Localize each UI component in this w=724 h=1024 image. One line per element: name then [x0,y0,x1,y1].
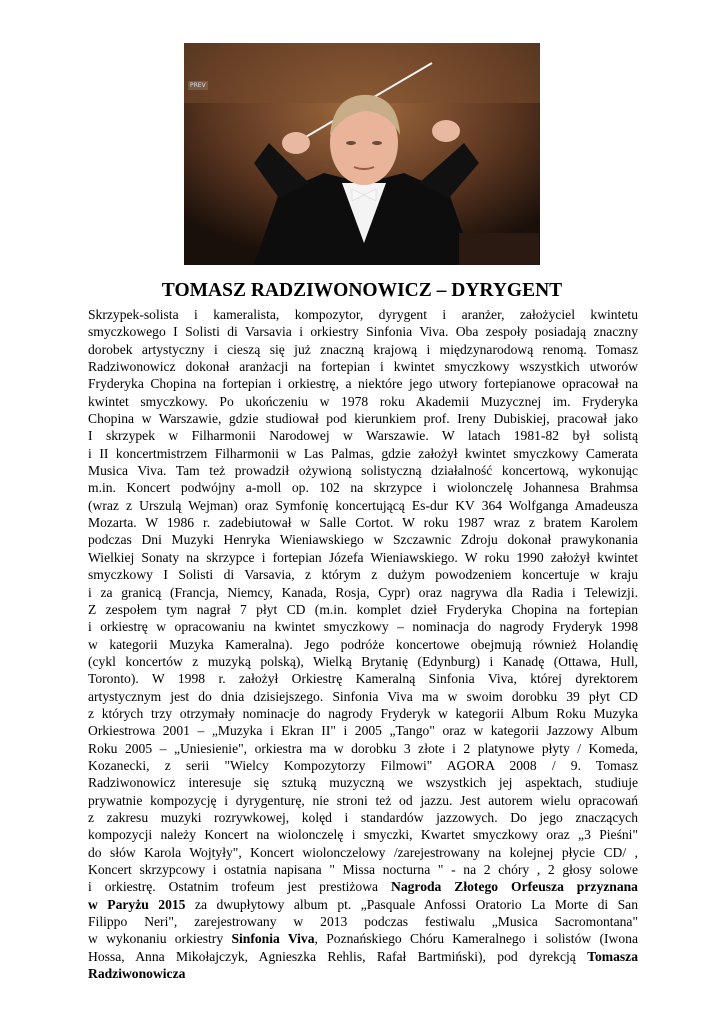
bio-line: w kategorii Muzyka Kameralna). Jego podróże koncertowe obejmują również Holandię [88,636,638,652]
bio-line: artystycznym jest do dnia dzisiejszego. Sinfonia Viva ma w swoim dorobku 39 płyt CD [88,688,638,704]
bio-line: z których trzy otrzymały nominacje do nagrody Fryderyk w kategorii Album Roku Muzyka [88,705,638,721]
biography-text [88,306,638,982]
bio-line: kwintet smyczkowy. Po ukończeniu w 1978 roku Akademii Muzycznej im. Fryderyka [88,393,638,409]
bio-line [88,930,638,947]
bio-line: Koncert skrzypcowy i ostatnia napisana " Missa nocturna " - na 2 chóry , 2 głosy solowe [88,862,638,877]
bio-line: (cykl koncertów z muzyką polską), Wielką Brytanię (Edynburg) i Kanadę (Ottawa, Hull, [88,653,638,669]
bio-line: podczas Dni Muzyki Henryka Wieniawskiego w Szczawnic Zdroju dokonał prawykonania [88,532,638,548]
bio-line: Filippo Neri", zarejestrowany w 2013 podczas festiwalu „Musica Sacromontana" [88,914,638,930]
bio-line: I skrzypek w Filharmonii Narodowej w Warszawie. W latach 1981-82 był solistą [88,428,638,444]
bio-text: za dwupłytowy album pt. „Pasquale Anfossi Oratorio La Morte di San [185,896,639,912]
bio-line: Z zespołem tym nagrał 7 płyt CD (m.in. komplet dzieł Fryderyka Chopina na fortepian [88,601,638,617]
bio-text: Hossa, Anna Mikołajczyk, Agnieszka Rehlis, Rafał Bartmiński), pod dyrekcją [88,948,588,964]
bio-line [88,878,638,895]
bio-line: dorobek artystyczny i cieszą się już znaczną krajową i międzynarodową renomą. Tomasz [88,341,638,357]
page-title: TOMASZ RADZIWONOWICZ – DYRYGENT [161,280,563,301]
prev-label: PREV [190,82,206,89]
bio-line: (wraz z Urszulą Wejman) oraz Symfonię koncertującą Es-dur KV 364 Wolfganga Amadeusza [88,497,638,513]
bio-line: Skrzypek-solista i kameralista, kompozytor, dyrygent i aranżer, założyciel kwintetu [88,307,638,322]
bio-text: , Poznańskiego Chóru Kameralnego i solistów (Iwona [314,931,638,947]
bio-line: i za granicą (Francja, Niemcy, Kanada, Rosja, Cypr) oraz nagrywa dla Radia i Telewizji. [88,584,638,600]
conductor-surname: Radziwonowicza [88,966,186,982]
bio-line: Radziwonowicz interesuje się sztuką muzyczną we wszystkich jej aspektach, studiuje [88,775,638,791]
award-name: Nagroda Złotego Orfeusza przyznana [391,879,638,895]
bio-line [88,896,638,913]
bio-line: Toronto). W 1998 r. założył Orkiestrę Kameralną Sinfonia Viva, której dyrektorem [88,671,638,687]
conductor-name: Tomasza [587,948,638,964]
bio-line: m.in. Koncert podwójny a-moll op. 102 na skrzypce i wiolonczelę Johannesa Brahmsa [88,480,638,496]
bio-line: i orkiestrę w opracowaniu na kwintet smyczkowy – nominacja do nagrody Fryderyk 1998 [88,619,638,635]
bio-line: do słów Karola Wojtyły", Koncert wiolonczelowy /zarejestrowany na kolejnej płycie CD/ , [88,844,638,860]
bio-line: Wielkiej Sonaty na skrzypce i fortepian Józefa Wieniawskiego. W roku 1990 założył kwintet [88,549,638,565]
conductor-illustration [184,43,540,265]
bio-line: Mozarta. W 1986 r. zadebiutował w Salle Cortot. W roku 1987 wraz z bratem Karolem [88,515,638,531]
bio-text: i orkiestrę. Ostatnim trofeum jest prestiżowa [88,879,391,895]
bio-line: z zakresu muzyki rozrywkowej, kolęd i standardów jazzowych. Do jego znaczących [88,809,638,825]
orchestra-name: Sinfonia Viva [231,931,315,947]
bio-line: i II koncertmistrzem Filharmonii w Las Palmas, gdzie założył kwintet smyczkowy Camerata [88,445,638,461]
bio-line: smyczkowy I Solisti di Varsavia, z którym z dużym powodzeniem koncertuje w kraju [88,567,638,583]
bio-line: prywatnie kompozycję i dyrygenturę, nie stroni też od jazzu. Jest autorem wielu opracowań [88,792,638,808]
bio-line: kompozycji należy Koncert na wiolonczelę i smyczki, Kwartet smyczkowy oraz „3 Pieśni" [88,827,638,843]
bio-line: Roku 2005 – „Uniesienie", orkiestra ma w dorobku 3 złote i 2 platynowe płyty / Komeda, [88,740,638,756]
bio-text: w wykonaniu orkiestry [88,931,232,947]
bio-line: Fryderyka Chopina na fortepian i orkiestrę, a niektóre jego utwory fortepianowe opracował na [88,376,638,392]
bio-line: Chopina w Warszawie, gdzie studiował pod kierunkiem prof. Ireny Dubiskiej, pracował jako [88,411,638,427]
award-place: w Paryżu 2015 [88,896,186,912]
conductor-photo [184,43,540,265]
bio-line: Kozanecki, z serii "Wielcy Kompozytorzy Filmowi" AGORA 2008 / 9. Tomasz [88,757,638,773]
bio-line: Orkiestrowa 2001 – „Muzyka i Ekran II" i 2005 „Tango" oraz w kategorii Jazzowy Album [88,723,638,739]
bio-line [88,965,638,982]
bio-line: Radziwonowicz dokonał aranżacji na fortepian i kwintet smyczkowy wszystkich utworów [88,359,638,375]
bio-line: Musica Viva. Tam też prowadził ożywioną solistyczną działalność koncertową, wykonując [88,463,638,479]
bio-line [88,948,638,965]
bio-line: smyczkowego I Solisti di Varsavia i orkiestry Sinfonia Viva. Oba zespoły posiadają znaczny [88,324,638,340]
